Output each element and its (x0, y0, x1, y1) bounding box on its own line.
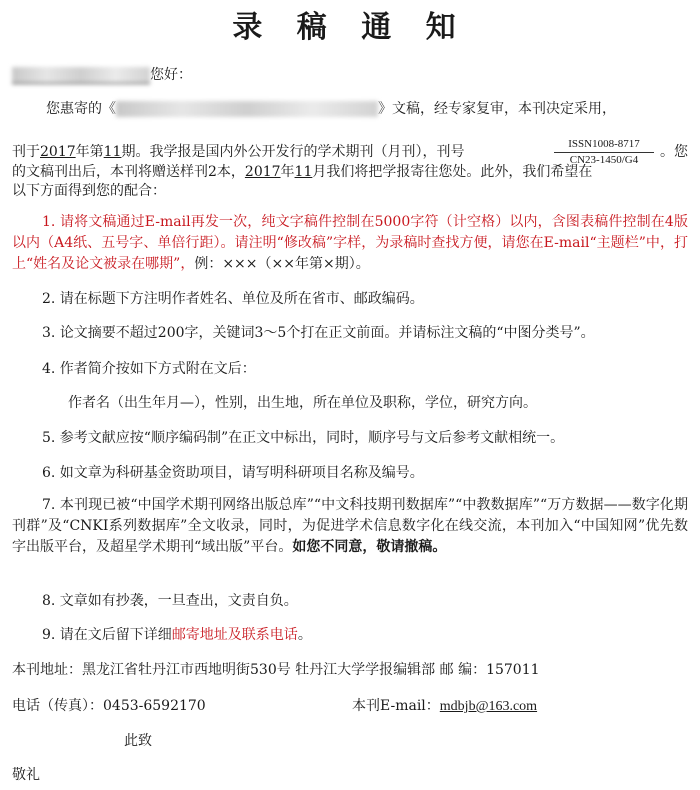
item-1: 1. 请将文稿通过E-mail再发一次，纯文字稿件控制在5000字符（计空格）以内，含图表稿件控制在4版以内（A4纸、五号字、单倍行距）。请注明“修改稿”字样，为录稿时查找方便，请您在E-mail“主题栏”中，打上“姓名及论文被录在哪期”，例：×××（××年第×期）。 (12, 214, 688, 272)
email-link[interactable]: mdbjb@163.com (439, 699, 538, 714)
phone-fax: 电话（传真）：0453-6592170 (12, 698, 206, 714)
item-9: 9. 请在文后留下详细邮寄地址及联系电话。 (42, 627, 312, 643)
issue-number: 11 (103, 144, 122, 160)
greeting-suffix: 您好： (150, 67, 192, 83)
item-7: 7. 本刊现已被“中国学术期刊网络出版总库”“中文科技期刊数据库”“中教数据库”“万方数据——数字化期刊群”及“CNKI系列数据库”全文收录，同时，为促进学术信息数字化在线交流，本刊加入“中国知网”优先数字出版平台，及超星学术期刊“域出版”平台。如您不同意，敬请撤稿。 (12, 497, 688, 555)
intro-line-2-end: 。您 (660, 144, 688, 160)
item-4-detail: 作者名（出生年月—），性别，出生地，所在单位及职称，学位，研究方向。 (68, 395, 537, 411)
closing-salute: 敬礼 (12, 767, 40, 783)
intro-line-2: 刊于2017年第11期。我学报是国内外公开发行的学术期刊（月刊），刊号 (12, 144, 465, 160)
intro-line-1: 您惠寄的《 》文稿，经专家复审，本刊决定采用， (46, 101, 616, 117)
item-2: 2. 请在标题下方注明作者姓名、单位及所在省市、邮政编码。 (42, 291, 424, 307)
recipient-name-redacted (12, 67, 150, 84)
intro-line-4: 以下方面得到您的配合： (12, 183, 166, 199)
cn-number: CN23-1450/G4 (569, 154, 639, 166)
item-6: 6. 如文章为科研基金资助项目，请写明科研项目名称及编号。 (42, 465, 424, 481)
item-5: 5. 参考文献应按“顺序编码制”在正文中标出，同时，顺序号与文后参考文献相统一。 (42, 430, 565, 446)
intro-line-3: 的文稿刊出后，本刊将赠送样刊2本，2017年11月我们将把学报寄往您处。此外，我们希望在 (12, 164, 593, 180)
issn: ISSN1008-8717 (554, 137, 654, 153)
journal-address: 本刊地址：黑龙江省牡丹江市西地明街530号 牡丹江大学学报编辑部 邮 编：157011 (12, 662, 540, 678)
greeting-line (12, 66, 192, 84)
page-title: 录 稿 通 知 (232, 10, 468, 45)
sample-year: 2017 (244, 164, 281, 180)
sample-month: 11 (294, 164, 313, 180)
email-line: 本刊E-mail：mdbjb@163.com (352, 698, 538, 714)
item-3: 3. 论文摘要不超过200字，关键词3～5个打在正文前面。并请标注文稿的“中图分类号”。 (42, 325, 595, 341)
item-4: 4. 作者简介按如下方式附在文后： (42, 361, 256, 377)
closing-respect: 此致 (124, 733, 152, 749)
item-8: 8. 文章如有抄袭，一旦查出，文责自负。 (42, 593, 298, 609)
publish-year: 2017 (40, 144, 76, 160)
article-title-redacted (116, 101, 378, 117)
